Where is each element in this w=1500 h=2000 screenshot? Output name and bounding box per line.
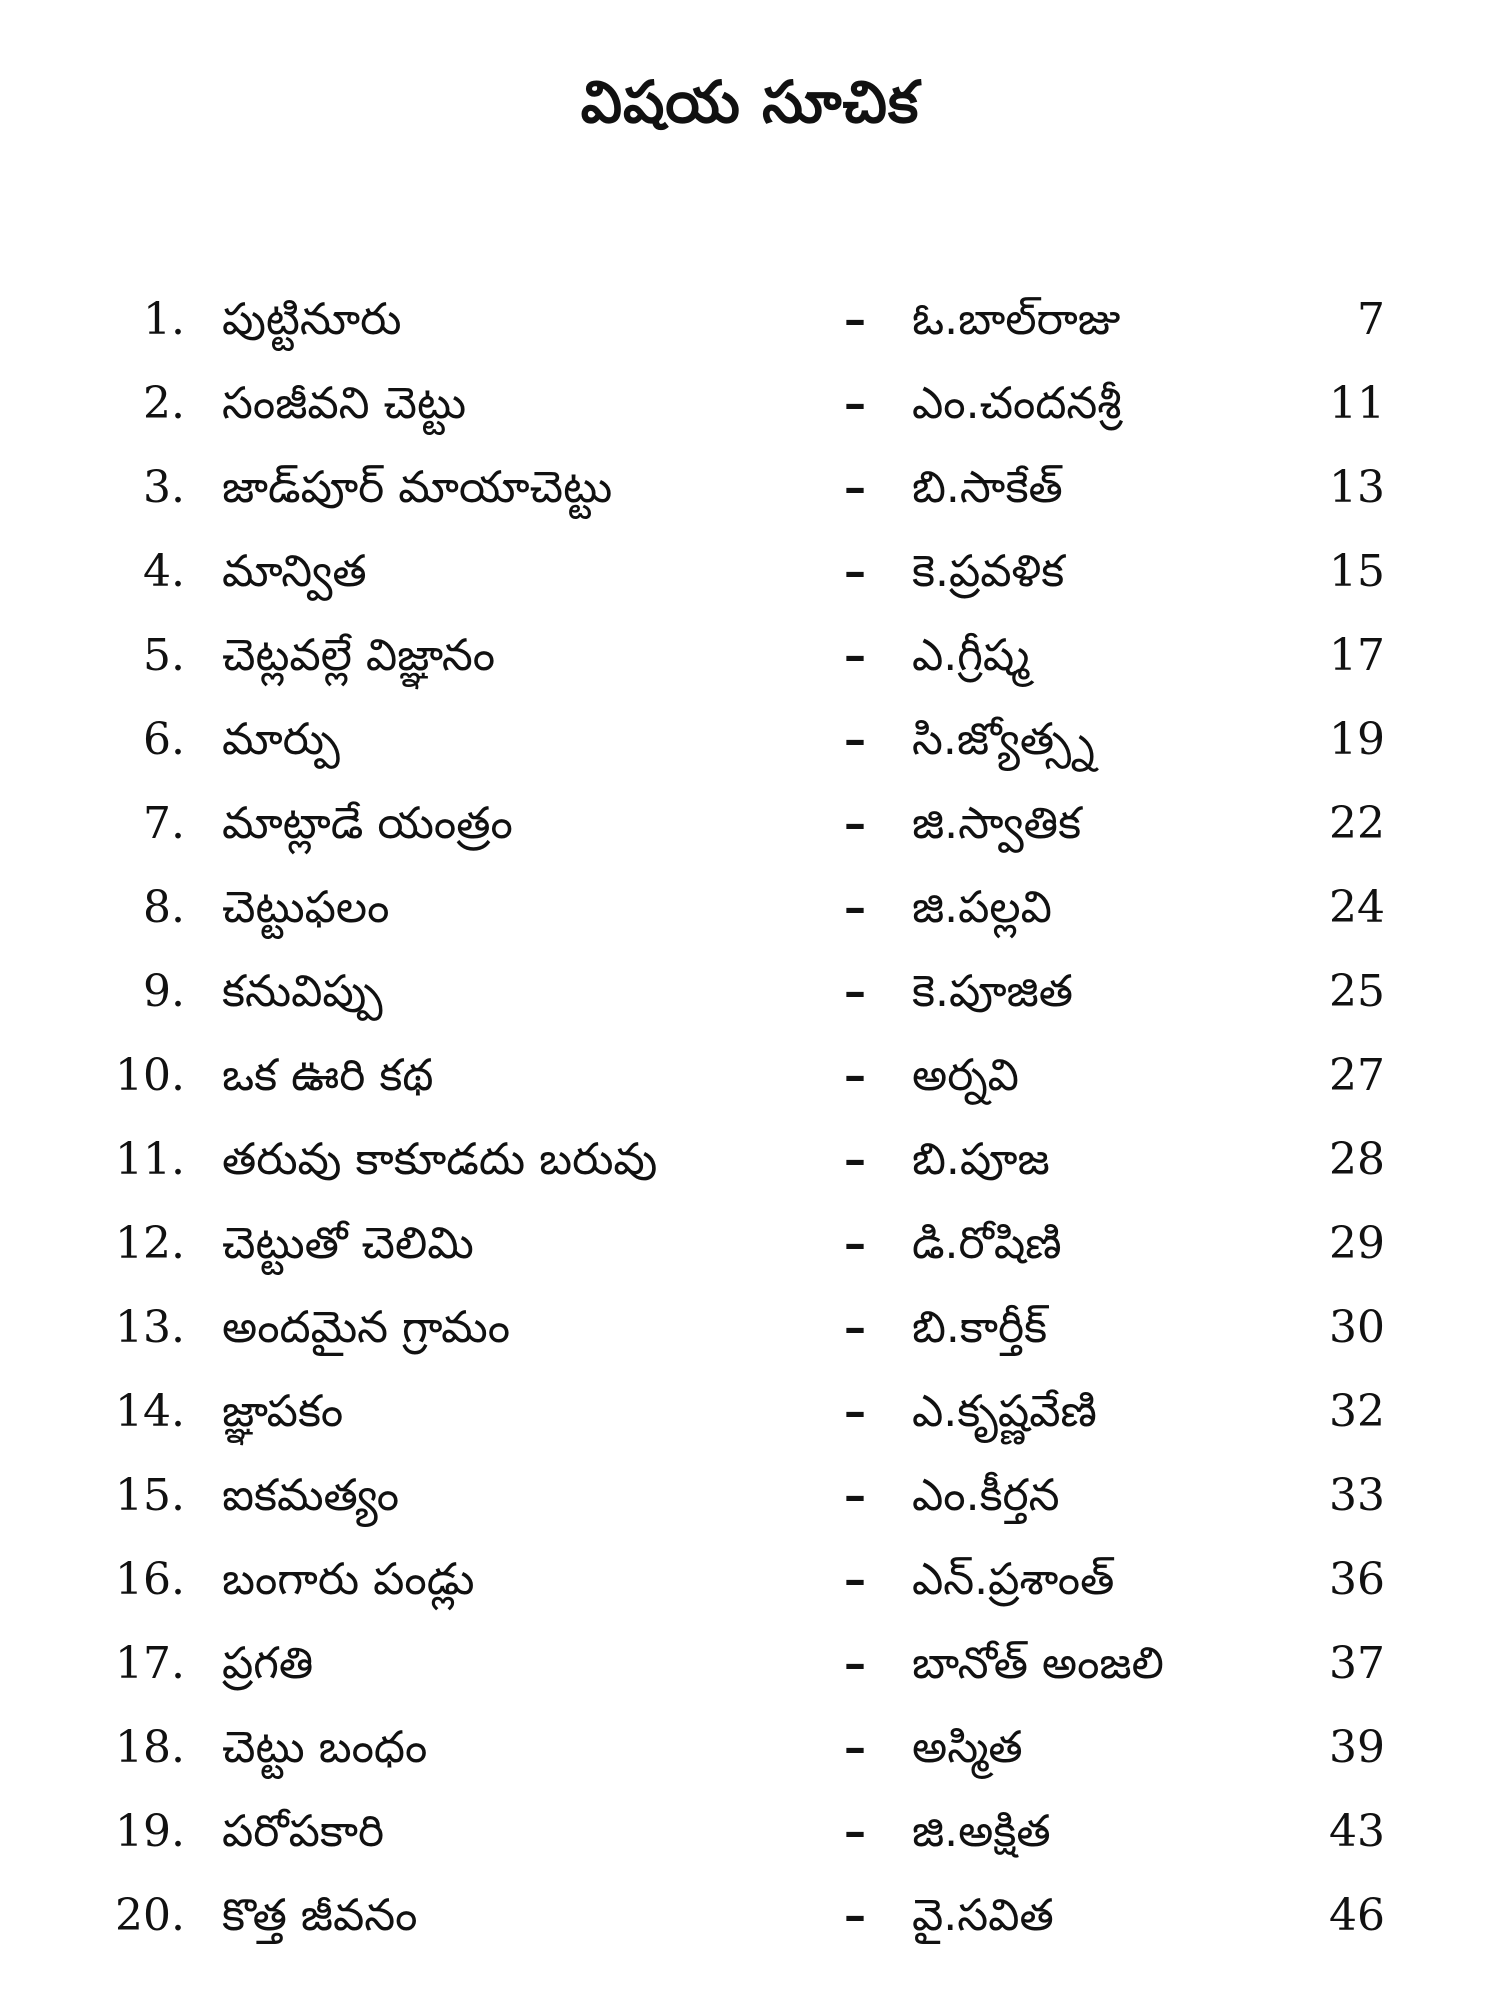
entry-author: అస్మిత [912,1722,1023,1773]
entry-number: 16. [115,1554,185,1605]
entry-dash: – [844,882,866,933]
entry-dash: – [844,294,866,345]
entry-number: 1. [143,294,185,345]
toc-entry-16 [0,1538,1500,1622]
entry-author: ఎ.గ్రీష్మ [912,630,1030,681]
entry-title: బంగారు పండ్లు [222,1554,475,1605]
entry-page-number: 15 [1329,546,1385,597]
toc-entry-1 [0,278,1500,362]
entry-author: ఎన్.ప్రశాంత్ [912,1554,1115,1605]
entry-title: ఒక ఊరి కథ [222,1050,434,1101]
entry-dash: – [844,1302,866,1353]
entry-number: 18. [115,1722,185,1773]
table-of-contents [0,278,1500,1958]
entry-number: 14. [115,1386,185,1437]
page-title: విషయ సూచిక [580,68,920,136]
entry-dash: – [844,1890,866,1941]
entry-author: బానోత్ అంజలి [912,1638,1164,1689]
entry-dash: – [844,462,866,513]
entry-title: తరువు కాకూడదు బరువు [222,1134,658,1185]
entry-author: ఎం.చందనశ్రీ [912,378,1122,429]
entry-title: మాట్లాడే యంత్రం [222,798,513,849]
entry-number: 2. [143,378,185,429]
toc-entry-9 [0,950,1500,1034]
entry-title: అందమైన గ్రామం [222,1302,511,1353]
toc-entry-14 [0,1370,1500,1454]
entry-title: పరోపకారి [222,1806,385,1857]
entry-dash: – [844,1470,866,1521]
toc-entry-12 [0,1202,1500,1286]
entry-number: 15. [115,1470,185,1521]
entry-title: మార్పు [222,714,340,765]
entry-page-number: 37 [1329,1638,1385,1689]
entry-dash: – [844,630,866,681]
entry-dash: – [844,1806,866,1857]
entry-page-number: 25 [1329,966,1385,1017]
entry-page-number: 32 [1329,1386,1385,1437]
entry-dash: – [844,1050,866,1101]
entry-title: చెట్టుఫలం [222,882,390,933]
entry-title: జ్ఞాపకం [222,1386,344,1437]
entry-dash: – [844,798,866,849]
entry-dash: – [844,1554,866,1605]
entry-dash: – [844,1386,866,1437]
entry-author: డి.రోషిణి [912,1218,1062,1269]
entry-dash: – [844,1722,866,1773]
toc-entry-8 [0,866,1500,950]
entry-number: 4. [143,546,185,597]
entry-number: 19. [115,1806,185,1857]
toc-entry-5 [0,614,1500,698]
entry-author: ఎ.కృష్ణవేణి [912,1386,1097,1437]
entry-number: 11. [115,1134,185,1185]
entry-page-number: 28 [1329,1134,1385,1185]
entry-number: 10. [115,1050,185,1101]
entry-author: బి.కార్తీక్ [912,1302,1048,1353]
toc-entry-6 [0,698,1500,782]
entry-author: కె.ప్రవళిక [912,546,1065,597]
entry-number: 3. [143,462,185,513]
entry-title: సంజీవని చెట్టు [222,378,467,429]
entry-page-number: 29 [1329,1218,1385,1269]
entry-page-number: 43 [1329,1806,1385,1857]
entry-page-number: 19 [1329,714,1385,765]
entry-title: జాడ్‌పూర్ మాయాచెట్టు [222,462,613,513]
entry-page-number: 22 [1329,798,1385,849]
toc-entry-10 [0,1034,1500,1118]
entry-number: 6. [143,714,185,765]
entry-title: మాన్విత [222,546,367,597]
toc-entry-19 [0,1790,1500,1874]
entry-number: 20. [115,1890,185,1941]
entry-title: చెట్టుతో చెలిమి [222,1218,474,1269]
entry-title: కొత్త జీవనం [222,1890,418,1941]
entry-dash: – [844,546,866,597]
entry-dash: – [844,714,866,765]
toc-entry-7 [0,782,1500,866]
toc-entry-11 [0,1118,1500,1202]
entry-number: 17. [115,1638,185,1689]
entry-author: జి.స్వాతిక [912,798,1082,849]
entry-author: బి.సాకేత్ [912,462,1063,513]
entry-title: ప్రగతి [222,1638,314,1689]
entry-page-number: 39 [1329,1722,1385,1773]
toc-entry-17 [0,1622,1500,1706]
entry-dash: – [844,1218,866,1269]
entry-number: 7. [143,798,185,849]
toc-entry-4 [0,530,1500,614]
entry-page-number: 27 [1329,1050,1385,1101]
entry-number: 5. [143,630,185,681]
toc-entry-15 [0,1454,1500,1538]
entry-title: పుట్టినూరు [222,294,402,345]
entry-page-number: 24 [1329,882,1385,933]
entry-page-number: 7 [1357,294,1385,345]
entry-page-number: 33 [1329,1470,1385,1521]
entry-author: కె.పూజిత [912,966,1073,1017]
toc-entry-2 [0,362,1500,446]
entry-title: చెట్లవల్లే విజ్ఞానం [222,630,496,681]
entry-page-number: 46 [1329,1890,1385,1941]
toc-entry-20 [0,1874,1500,1958]
toc-entry-18 [0,1706,1500,1790]
entry-number: 9. [143,966,185,1017]
entry-author: ఎం.కీర్తన [912,1470,1060,1521]
entry-author: సి.జ్యోత్స్న [912,714,1095,765]
entry-number: 8. [143,882,185,933]
entry-dash: – [844,1134,866,1185]
toc-entry-13 [0,1286,1500,1370]
entry-author: అర్నవి [912,1050,1019,1101]
entry-number: 13. [115,1302,185,1353]
entry-title: కనువిప్పు [222,966,383,1017]
entry-number: 12. [115,1218,185,1269]
entry-author: వై.సవిత [912,1890,1054,1941]
entry-dash: – [844,378,866,429]
toc-entry-3 [0,446,1500,530]
entry-title: చెట్టు బంధం [222,1722,428,1773]
entry-author: జి.అక్షిత [912,1806,1051,1857]
entry-page-number: 13 [1329,462,1385,513]
entry-author: ఓ.బాల్‌రాజు [912,294,1121,345]
entry-dash: – [844,966,866,1017]
entry-dash: – [844,1638,866,1689]
entry-page-number: 17 [1329,630,1385,681]
entry-author: జి.పల్లవి [912,882,1052,933]
entry-title: ఐకమత్యం [222,1470,400,1521]
entry-page-number: 11 [1329,378,1385,429]
entry-author: బి.పూజ [912,1134,1050,1185]
entry-page-number: 36 [1329,1554,1385,1605]
entry-page-number: 30 [1329,1302,1385,1353]
